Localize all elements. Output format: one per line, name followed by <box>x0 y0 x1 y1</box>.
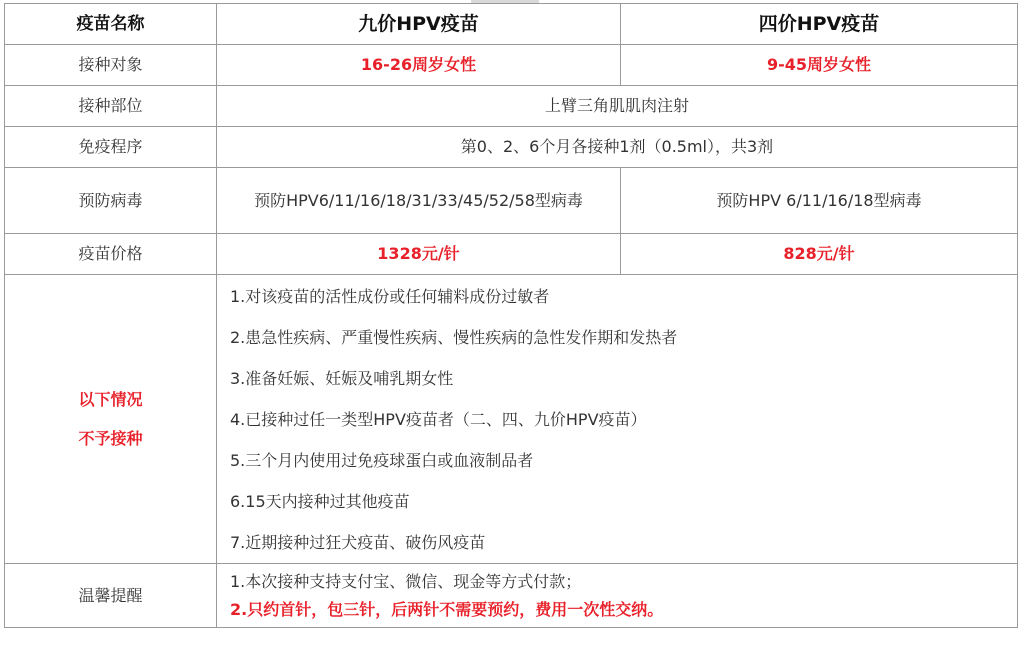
prevent-nine-value: 预防HPV6/11/16/18/31/33/45/52/58型病毒 <box>217 168 621 234</box>
row-price <box>5 234 1018 275</box>
contra-item: 5.三个月内使用过免疫球蛋白或血液制品者 <box>230 450 534 470</box>
site-value: 上臂三角肌肌肉注射 <box>217 86 1018 127</box>
tips-content <box>217 564 1018 628</box>
prevent-four-value: 预防HPV 6/11/16/18型病毒 <box>621 168 1018 234</box>
tips-label: 温馨提醒 <box>5 564 217 628</box>
row-schedule <box>5 127 1018 168</box>
contra-item: 1.对该疫苗的活性成份或任何辅料成份过敏者 <box>230 286 550 306</box>
contra-label <box>5 275 217 564</box>
row-prevent <box>5 168 1018 234</box>
row-contraindications <box>5 275 1018 564</box>
contra-list <box>217 275 1018 564</box>
contra-item: 7.近期接种过狂犬疫苗、破伤风疫苗 <box>230 532 486 552</box>
contra-item: 4.已接种过任一类型HPV疫苗者（二、四、九价HPV疫苗） <box>230 409 647 429</box>
schedule-value: 第0、2、6个月各接种1剂（0.5ml），共3剂 <box>217 127 1018 168</box>
row-tips <box>5 564 1018 628</box>
price-nine-value: 1328元/针 <box>217 234 621 275</box>
header-vaccine-name: 疫苗名称 <box>5 4 217 45</box>
row-target <box>5 45 1018 86</box>
contra-item: 3.准备妊娠、妊娠及哺乳期女性 <box>230 368 454 388</box>
contra-label-line2: 不予接种 <box>78 429 143 448</box>
header-nine-valent: 九价HPV疫苗 <box>217 4 621 45</box>
target-four-value: 9-45周岁女性 <box>621 45 1018 86</box>
tips-line-2: 2.只约首针，包三针，后两针不需要预约，费用一次性交纳。 <box>230 599 664 619</box>
prevent-label: 预防病毒 <box>5 168 217 234</box>
vaccine-comparison-table <box>4 3 1018 628</box>
site-label: 接种部位 <box>5 86 217 127</box>
contra-label-line1: 以下情况 <box>78 390 143 409</box>
contra-item: 2.患急性疾病、严重慢性疾病、慢性疾病的急性发作期和发热者 <box>230 327 678 347</box>
target-nine-value: 16-26周岁女性 <box>217 45 621 86</box>
tips-line-1: 1.本次接种支持支付宝、微信、现金等方式付款； <box>230 571 582 591</box>
schedule-label: 免疫程序 <box>5 127 217 168</box>
price-four-value: 828元/针 <box>621 234 1018 275</box>
header-row <box>5 4 1018 45</box>
row-site <box>5 86 1018 127</box>
target-label: 接种对象 <box>5 45 217 86</box>
price-label: 疫苗价格 <box>5 234 217 275</box>
header-four-valent: 四价HPV疫苗 <box>621 4 1018 45</box>
contra-item: 6.15天内接种过其他疫苗 <box>230 491 410 511</box>
